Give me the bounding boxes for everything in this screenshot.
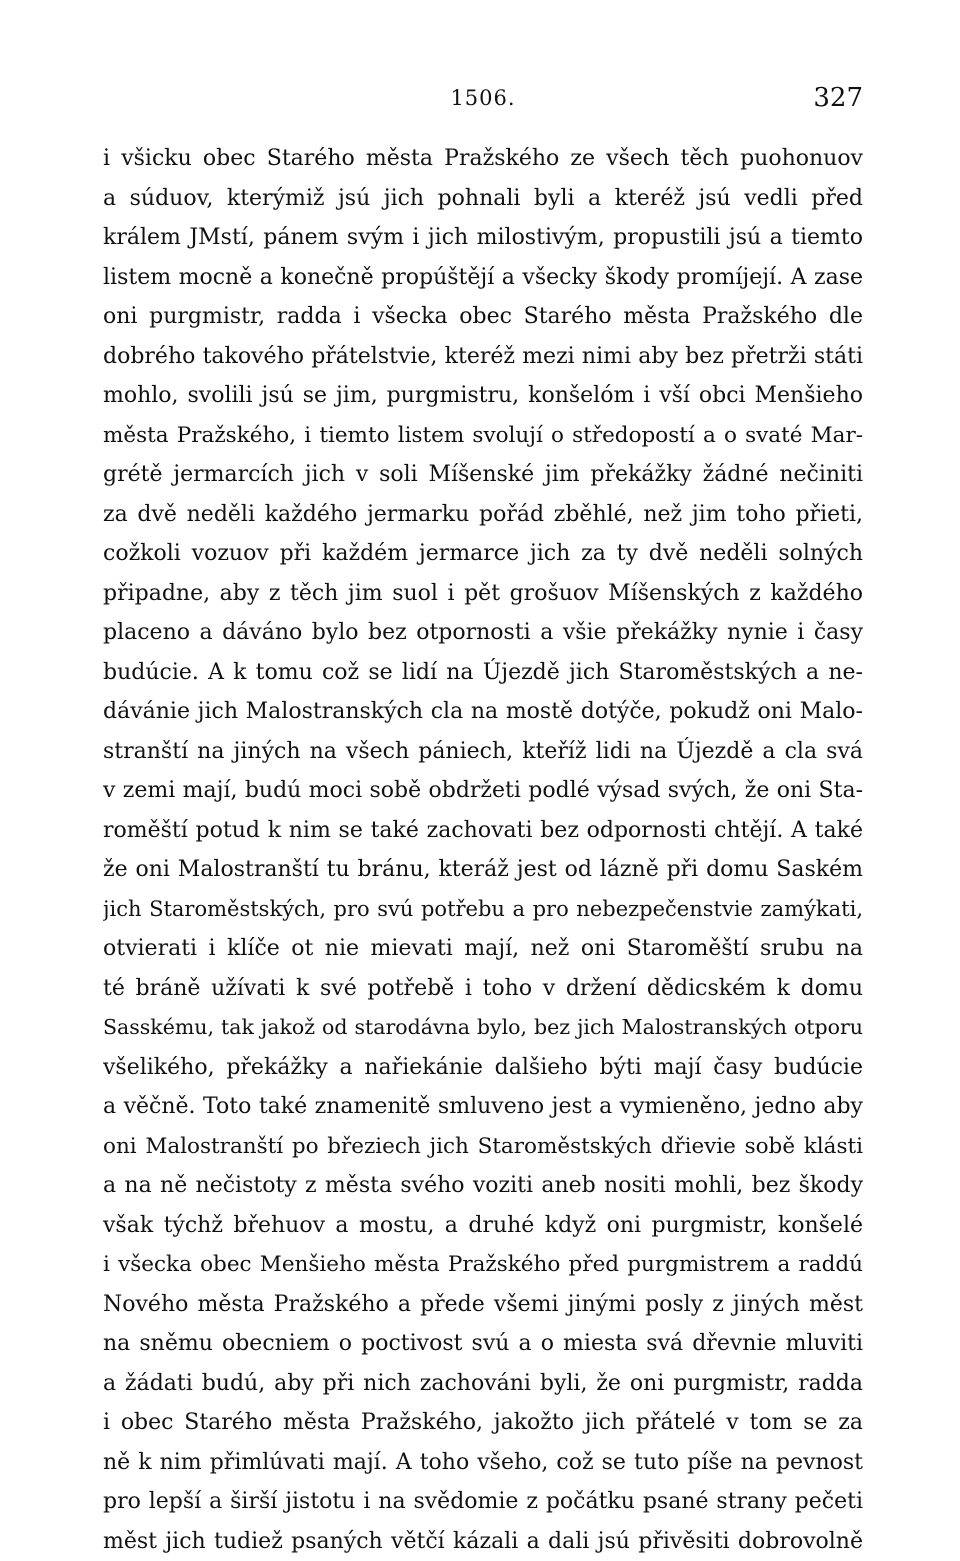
text-line: i všecka obec Menšieho města Pražského před purgmistrem a raddú <box>103 1245 863 1285</box>
text-line: a žádati budú, aby při nich zachováni byli, že oni purgmistr, radda <box>103 1364 863 1404</box>
text-line: Nového města Pražského a přede všemi jinými posly z jiných měst <box>103 1285 863 1325</box>
text-line: oni purgmistr, radda i všecka obec Starého města Pražského dle <box>103 297 863 337</box>
page-year: 1506. <box>103 78 863 118</box>
text-line: dobrého takového přátelstvie, kteréž mezi nimi aby bez přetrži státi <box>103 337 863 377</box>
text-line: té bráně užívati k své potřebě i toho v držení dědicském k domu <box>103 969 863 1009</box>
text-line: králem JMstí, pánem svým i jich milostivým, propustili jsú a tiemto <box>103 218 863 258</box>
text-line: Sasskému, tak jakož od starodávna bylo, bez jich Malostranských otporu <box>103 1008 863 1048</box>
text-line: placeno a dáváno bylo bez otpornosti a všie překážky nynie i časy <box>103 613 863 653</box>
text-line: otvierati i klíče ot nie mievati mají, než oni Staroměští srubu na <box>103 929 863 969</box>
text-line: stranští na jiných na všech pániech, kteříž lidi na Újezdě a cla svá <box>103 732 863 772</box>
text-line: grétě jermarcích jich v soli Míšenské jim překážky žádné nečiniti <box>103 455 863 495</box>
text-line: budúcie. A k tomu což se lidí na Újezdě jich Staroměstských a ne- <box>103 653 863 693</box>
body-text <box>103 139 863 1561</box>
text-line: pro lepší a širší jistotu i na svědomie z počátku psané strany pečeti <box>103 1482 863 1522</box>
text-line: na sněmu obecniem o poctivost svú a o miesta svá dřevnie mluviti <box>103 1324 863 1364</box>
text-line: i všicku obec Starého města Pražského ze všech těch puohonuov <box>103 139 863 179</box>
text-line: a súduov, kterýmiž jsú jich pohnali byli a kteréž jsú vedli před <box>103 179 863 219</box>
text-line: však týchž břehuov a mostu, a druhé když oni purgmistr, konšelé <box>103 1206 863 1246</box>
text-line: že oni Malostranští tu bránu, kteráž jest od lázně při domu Saském <box>103 850 863 890</box>
text-line: listem mocně a konečně propúštějí a všecky škody promíjejí. A zase <box>103 258 863 298</box>
text-line: města Pražského, i tiemto listem svolují o středopostí a o svaté Mar- <box>103 416 863 456</box>
text-line: a na ně nečistoty z města svého voziti aneb nositi mohli, bez škody <box>103 1166 863 1206</box>
text-line: jich Staroměstských, pro svú potřebu a pro nebezpečenstvie zamýkati, <box>103 890 863 930</box>
page-number: 327 <box>813 78 863 118</box>
text-line: a věčně. Toto také znamenitě smluveno jest a vymieněno, jedno aby <box>103 1087 863 1127</box>
text-line: připadne, aby z těch jim suol i pět grošuov Míšenských z každého <box>103 574 863 614</box>
running-head <box>103 78 863 118</box>
text-line: za dvě neděli každého jermarku pořád zběhlé, než jim toho přieti, <box>103 495 863 535</box>
text-line: cožkoli vozuov při každém jermarce jich za ty dvě neděli solných <box>103 534 863 574</box>
text-line: všelikého, překážky a nařiekánie dalšieho býti mají časy budúcie <box>103 1048 863 1088</box>
text-line: roměští potud k nim se také zachovati bez odpornosti chtějí. A také <box>103 811 863 851</box>
text-line: ně k nim přimlúvati mají. A toho všeho, což se tuto píše na pevnost <box>103 1443 863 1483</box>
text-line: i obec Starého města Pražského, jakožto jich přátelé v tom se za <box>103 1403 863 1443</box>
text-line: mohlo, svolili jsú se jim, purgmistru, konšelóm i vší obci Menšieho <box>103 376 863 416</box>
text-line: oni Malostranští po březiech jich Staroměstských dřievie sobě klásti <box>103 1127 863 1167</box>
text-line: měst jich tudiež psaných větčí kázali a dali jsú přivěsiti dobrovolně <box>103 1522 863 1561</box>
text-line: v zemi mají, budú moci sobě obdržeti podlé výsad svých, že oni Sta- <box>103 771 863 811</box>
text-line: dávánie jich Malostranských cla na mostě dotýče, pokudž oni Malo- <box>103 692 863 732</box>
